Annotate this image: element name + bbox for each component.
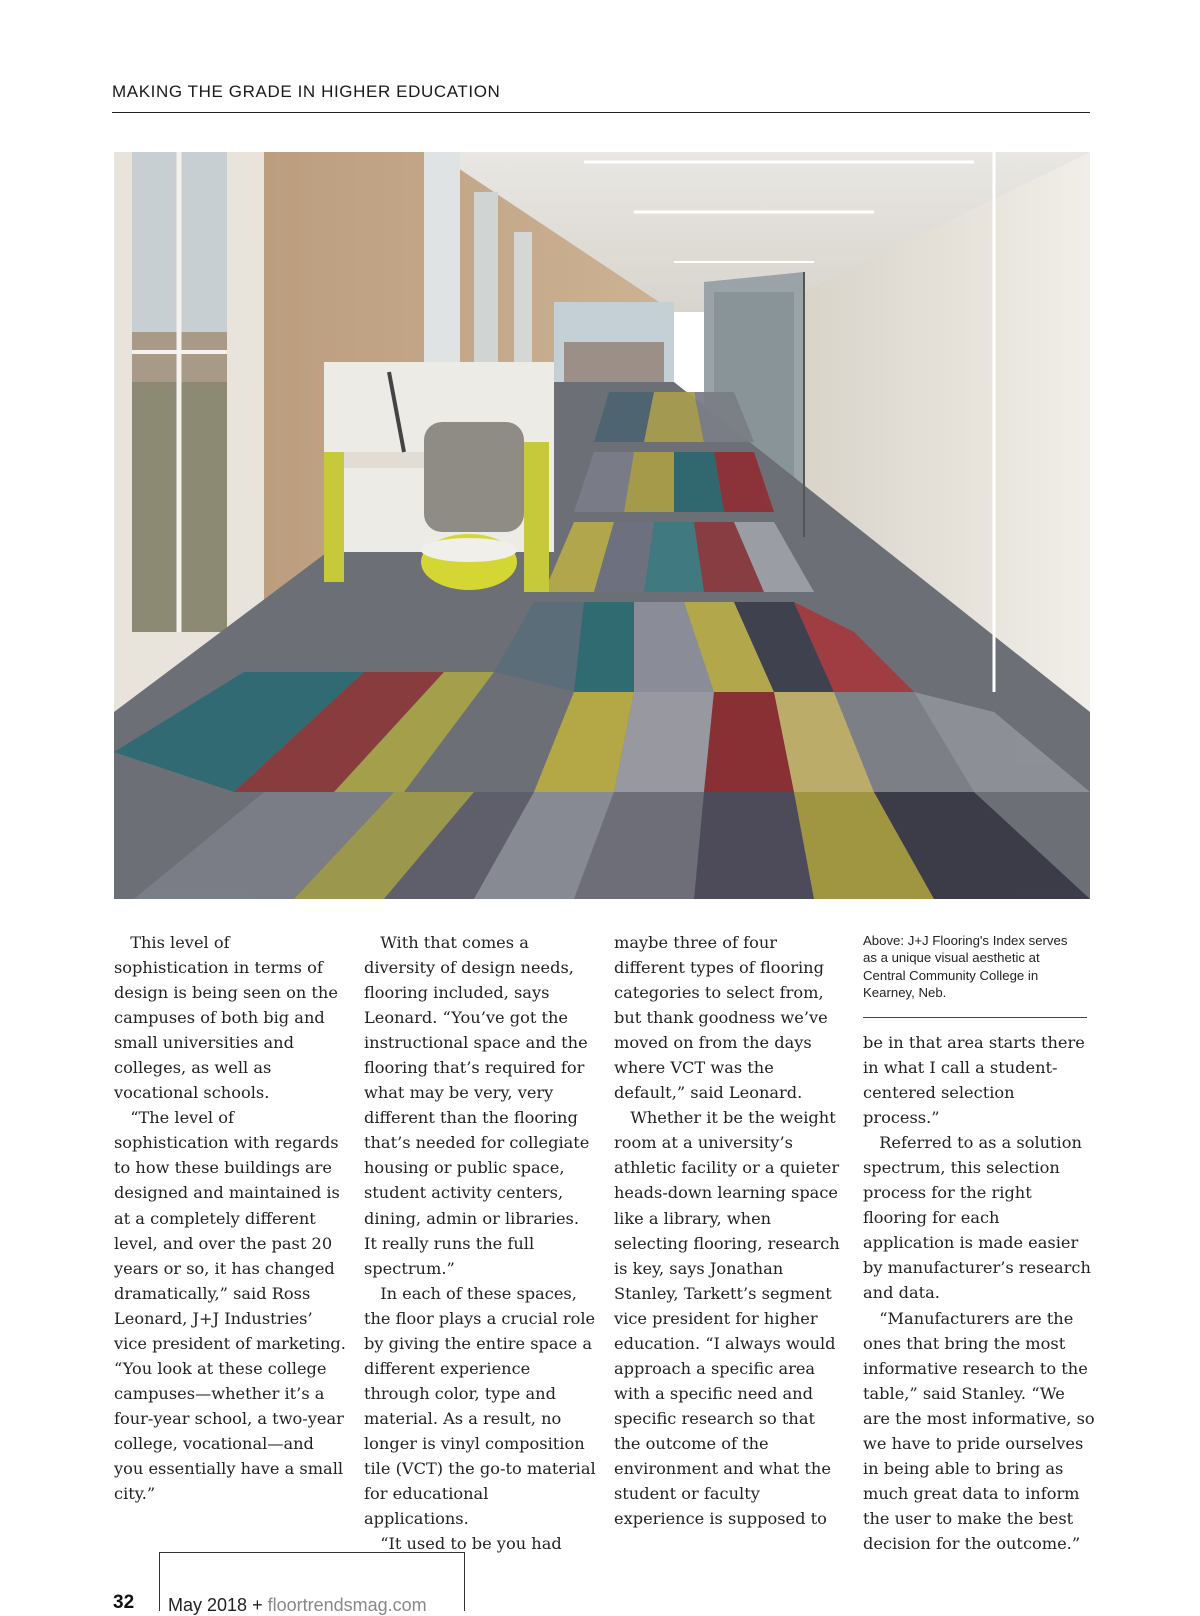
paragraph: be in that area starts there in what I call a student-centered selection process.”	[863, 1033, 1085, 1128]
page-number: 32	[113, 1592, 135, 1613]
website-link[interactable]: floortrendsmag.com	[267, 1595, 427, 1615]
column-2	[364, 930, 596, 1556]
paragraph: “Manufacturers are the ones that bring the most informative research to the table,” said Stanley. “We are the most informative, so we have to pride ourselves in being able to bring as much great data to inform the user to make the best decision for the outcome.”	[863, 1308, 1095, 1553]
footer-separator: +	[252, 1595, 263, 1615]
caption-rule	[863, 1017, 1087, 1018]
paragraph: “It used to be you had	[380, 1534, 562, 1554]
paragraph: With that comes a diversity of design needs, flooring included, says Leonard. “You’ve got the instructional space and the flooring that’s required for what may be very, very different than the flooring that’s needed for collegiate housing or public space, student activity centers, dining, admin or libraries. It really runs the full spectrum.”	[364, 933, 590, 1278]
paragraph: Whether it be the weight room at a university’s athletic facility or a quieter heads-down learning space like a library, when selecting flooring, research is key, says Jonathan Stanley, Tarkett’s segment vice president for higher education. “I always would approach a specific area with a specific need and specific research so that the outcome of the environment and what the student or faculty experience is supposed to	[614, 1108, 840, 1529]
paragraph: This level of sophistication in terms of design is being seen on the campuses of both big and small universities and colleges, as well as vocational schools.	[114, 933, 338, 1103]
paragraph: maybe three of four different types of flooring categories to select from, but thank goodness we’ve moved on from the days where VCT was the default,” said Leonard.	[614, 933, 828, 1103]
photo-caption: Above: J+J Flooring's Index serves as a unique visual aesthetic at Central Community College in Kearney, Neb.	[863, 933, 1068, 1001]
paragraph: “The level of sophistication with regards to how these buildings are designed and maintained is at a completely different level, and over the past 20 years or so, it has changed dramatically,” said Ross Leonard, J+J Industries’ vice president of marketing. “You look at these college campuses—whether it’s a four-year school, a two-year college, vocational—and you essentially have a small city.”	[114, 1108, 346, 1504]
column-4	[863, 1030, 1095, 1556]
issue-date: May 2018	[168, 1595, 248, 1615]
section-header: MAKING THE GRADE IN HIGHER EDUCATION	[112, 82, 501, 101]
column-3	[614, 930, 846, 1531]
paragraph: In each of these spaces, the floor plays a crucial role by giving the entire space a different experience through color, type and material. As a result, no longer is vinyl composition tile (VCT) the go-to material for educational applications.	[364, 1283, 596, 1529]
corridor-photo	[114, 152, 1090, 899]
header-rule	[112, 112, 1090, 113]
footer-info	[168, 1595, 427, 1616]
column-1	[114, 930, 346, 1506]
paragraph: Referred to as a solution spectrum, this selection process for the right flooring for each application is made easier by manufacturer’s research and data.	[863, 1133, 1091, 1303]
